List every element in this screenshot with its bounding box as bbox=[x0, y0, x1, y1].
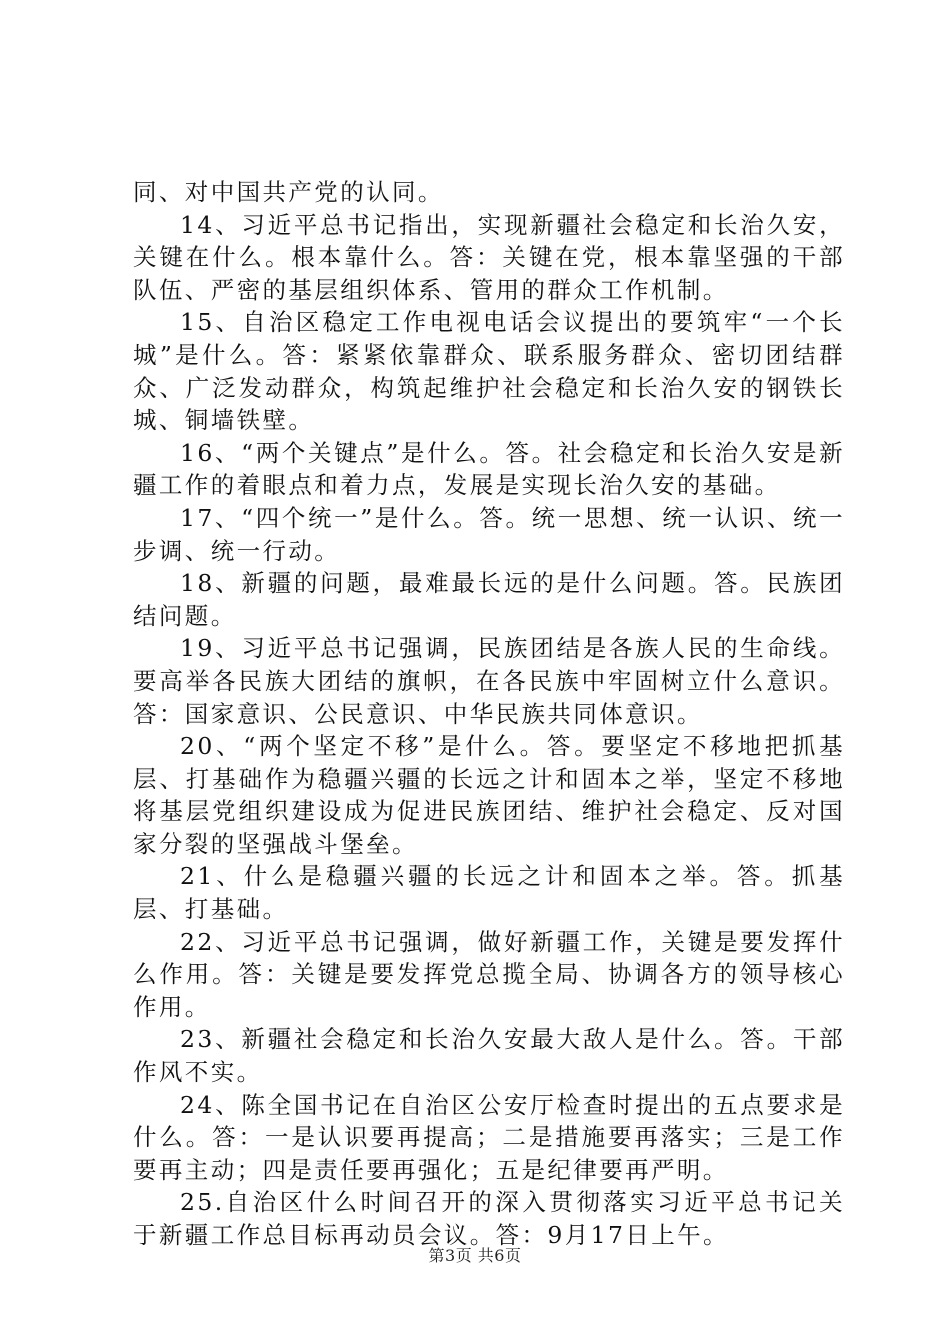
paragraph-18: 18、新疆的问题，最难最长远的是什么问题。答。民族团结问题。 bbox=[133, 569, 845, 630]
paragraph-23: 23、新疆社会稳定和长治久安最大敌人是什么。答。干部作风不实。 bbox=[133, 1025, 845, 1087]
paragraph-25: 25.自治区什么时间召开的深入贯彻落实习近平总书记关于新疆工作总目标再动员会议。答：9月17日上午。 bbox=[133, 1188, 845, 1249]
paragraph-24: 24、陈全国书记在自治区公安厅检查时提出的五点要求是什么。答：一是认识要再提高；二是措施要再落实；三是工作要再主动；四是责任要再强化；五是纪律要再严明。 bbox=[133, 1090, 845, 1184]
paragraph-20: 20、“两个坚定不移”是什么。答。要坚定不移地把抓基层、打基础作为稳疆兴疆的长远之计和固本之举，坚定不移地将基层党组织建设成为促进民族团结、维护社会稳定、反对国家分裂的坚强战斗堡垒。 bbox=[133, 732, 845, 858]
paragraph-17: 17、“四个统一”是什么。答。统一思想、统一认识、统一步调、统一行动。 bbox=[133, 503, 845, 565]
paragraph-21: 21、什么是稳疆兴疆的长远之计和固本之举。答。抓基层、打基础。 bbox=[133, 862, 845, 924]
paragraph-continuation: 同、对中国共产党的认同。 bbox=[133, 178, 444, 206]
paragraph-19: 19、习近平总书记强调，民族团结是各族人民的生命线。要高举各民族大团结的旗帜，在各民族中牢固树立什么意识。答：国家意识、公民意识、中华民族共同体意识。 bbox=[133, 634, 845, 728]
paragraph-15: 15、自治区稳定工作电视电话会议提出的要筑牢“一个长城”是什么。答：紧紧依靠群众、联系服务群众、密切团结群众、广泛发动群众，构筑起维护社会稳定和长治久安的钢铁长城、铜墙铁壁。 bbox=[133, 308, 845, 435]
page-number-footer: 第3页 共6页 bbox=[428, 1246, 522, 1265]
paragraph-14: 14、习近平总书记指出，实现新疆社会稳定和长治久安，关键在什么。根本靠什么。答：关键在党，根本靠坚强的干部队伍、严密的基层组织体系、管用的群众工作机制。 bbox=[133, 210, 845, 304]
paragraph-22: 22、习近平总书记强调，做好新疆工作，关键是要发挥什么作用。答：关键是要发挥党总揽全局、协调各方的领导核心作用。 bbox=[133, 927, 845, 1021]
paragraph-16: 16、“两个关键点”是什么。答。社会稳定和长治久安是新疆工作的着眼点和着力点，发展是实现长治久安的基础。 bbox=[133, 438, 845, 500]
document-body bbox=[133, 176, 845, 1252]
